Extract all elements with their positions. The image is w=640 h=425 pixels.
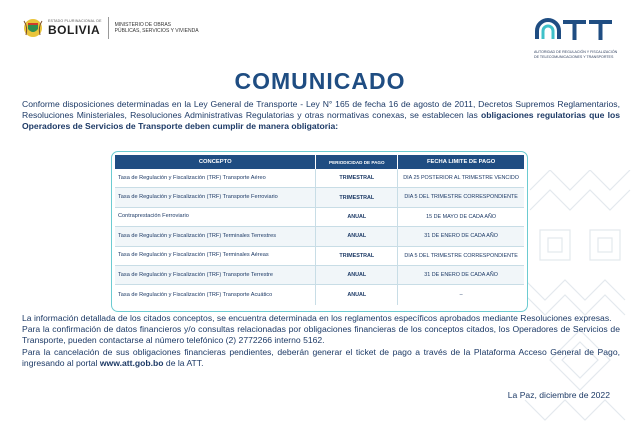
table-row (115, 227, 524, 246)
cell-periodicidad: TRIMESTRAL (315, 188, 397, 207)
att-logo-icon (534, 17, 614, 43)
ministry-line-1: MINISTERIO DE OBRAS (114, 22, 172, 28)
table-row (115, 208, 524, 227)
outro-p3-text-b: de la ATT. (163, 357, 204, 368)
outro-paragraph-2: Para la confirmación de datos financieros y/o consultas relacionadas por obligaciones financieras de los conceptos citados, los Operadores de Servicios de Transporte, pueden contactarse al número telefónico (2) 2772266 interno 5162. (22, 324, 620, 346)
cell-periodicidad: TRIMESTRAL (315, 247, 397, 266)
cell-concepto: Tasa de Regulación y Fiscalización (TRF) Transporte Acuático (118, 291, 273, 298)
ministry-name (115, 22, 199, 34)
bolivia-ministry-logo (22, 17, 199, 39)
cell-concepto: Tasa de Regulación y Fiscalización (TRF) Terminales Terrestres (115, 227, 315, 246)
bolivia-shield-icon (22, 17, 44, 39)
page-title: COMUNICADO (234, 68, 406, 94)
cell-concepto: Tasa de Regulación y Fiscalización (TRF) Terminales Aéreas (115, 247, 315, 266)
cell-concepto: Contraprestación Ferroviario (115, 208, 315, 227)
table-row (115, 188, 524, 207)
cell-concepto: Tasa de Regulación y Fiscalización (TRF) Transporte Terrestre (115, 266, 315, 285)
place-date: La Paz, diciembre de 2022 (507, 390, 610, 400)
att-name: ATT (534, 17, 536, 18)
table-row (115, 285, 524, 304)
cell-concepto: Tasa de Regulación y Fiscalización (TRF) Transporte Ferroviario (115, 188, 315, 207)
table-header-row (115, 155, 524, 169)
decorative-pattern (520, 170, 640, 425)
logo-divider (108, 17, 109, 39)
att-subtitle-line-1: AUTORIDAD DE REGULACIÓN Y FISCALIZACIÓN (534, 50, 618, 54)
att-website-link[interactable]: www.att.gob.bo (99, 357, 164, 368)
estado-label: ESTADO PLURINACIONAL DE (48, 19, 102, 24)
cell-periodicidad: ANUAL (315, 266, 397, 285)
closing-paragraphs (22, 313, 620, 369)
intro-bold-text: obligaciones regulatorias que los Operadores de Servicios de Transporte deben cumplir de manera obligatoria: (22, 110, 620, 132)
table-row (115, 247, 524, 266)
cell-fecha: DIA 25 POSTERIOR AL TRIMESTRE VENCIDO (397, 169, 524, 188)
obligations-table (115, 155, 524, 305)
outro-paragraph-1: La información detallada de los citados conceptos, se encuentra determinada en los reglamentos específicos aprobados mediante Resoluciones expresas. (22, 313, 612, 323)
cell-concepto: Tasa de Regulación y Fiscalización (TRF) Transporte Aéreo (115, 169, 315, 188)
cell-fecha: 31 DE ENERO DE CADA AÑO (397, 227, 524, 246)
cell-periodicidad: ANUAL (315, 227, 397, 246)
header-fecha: FECHA LIMITE DE PAGO (397, 155, 524, 169)
header-periodicidad: PERIODICIDAD DE PAGO (315, 155, 397, 169)
outro-p3-text-a: Para la cancelación de sus obligaciones financieras pendientes, deberán generar el ticket de pago a través de la Plataforma Acceso General de Pago, ingresando al portal (22, 346, 620, 368)
cell-periodicidad: ANUAL (315, 285, 397, 304)
cell-fecha: – (397, 285, 524, 304)
att-subtitle-line-2: DE TELECOMUNICACIONES Y TRANSPORTES (534, 54, 614, 59)
obligations-table-frame (111, 151, 528, 312)
intro-text: Conforme disposiciones determinadas en la Ley General de Transporte - Ley N° 165 de fecha 16 de agosto de 2011, Decretos Supremos Reglamentarios, Resoluciones Ministeriales, Resoluciones Administrativas Regulatorias y otras normativas conexas, se establecen las (22, 99, 620, 121)
header-concepto: CONCEPTO (115, 155, 315, 169)
cell-periodicidad: ANUAL (315, 208, 397, 227)
ministry-line-2: PÚBLICAS, SERVICIOS Y VIVIENDA (114, 28, 199, 34)
att-subtitle (534, 50, 630, 59)
att-logo (534, 17, 630, 59)
country-name: BOLIVIA (48, 22, 101, 37)
table-row (115, 169, 524, 188)
cell-fecha: 31 DE ENERO DE CADA AÑO (397, 266, 524, 285)
table-row (115, 266, 524, 285)
cell-fecha: DIA 5 DEL TRIMESTRE CORRESPONDIENTE (397, 188, 524, 207)
cell-periodicidad: TRIMESTRAL (315, 169, 397, 188)
intro-paragraph (22, 99, 620, 133)
outro-paragraph-3 (22, 347, 620, 369)
cell-fecha: 15 DE MAYO DE CADA AÑO (397, 208, 524, 227)
cell-fecha: DIA 5 DEL TRIMESTRE CORRESPONDIENTE (397, 247, 524, 266)
